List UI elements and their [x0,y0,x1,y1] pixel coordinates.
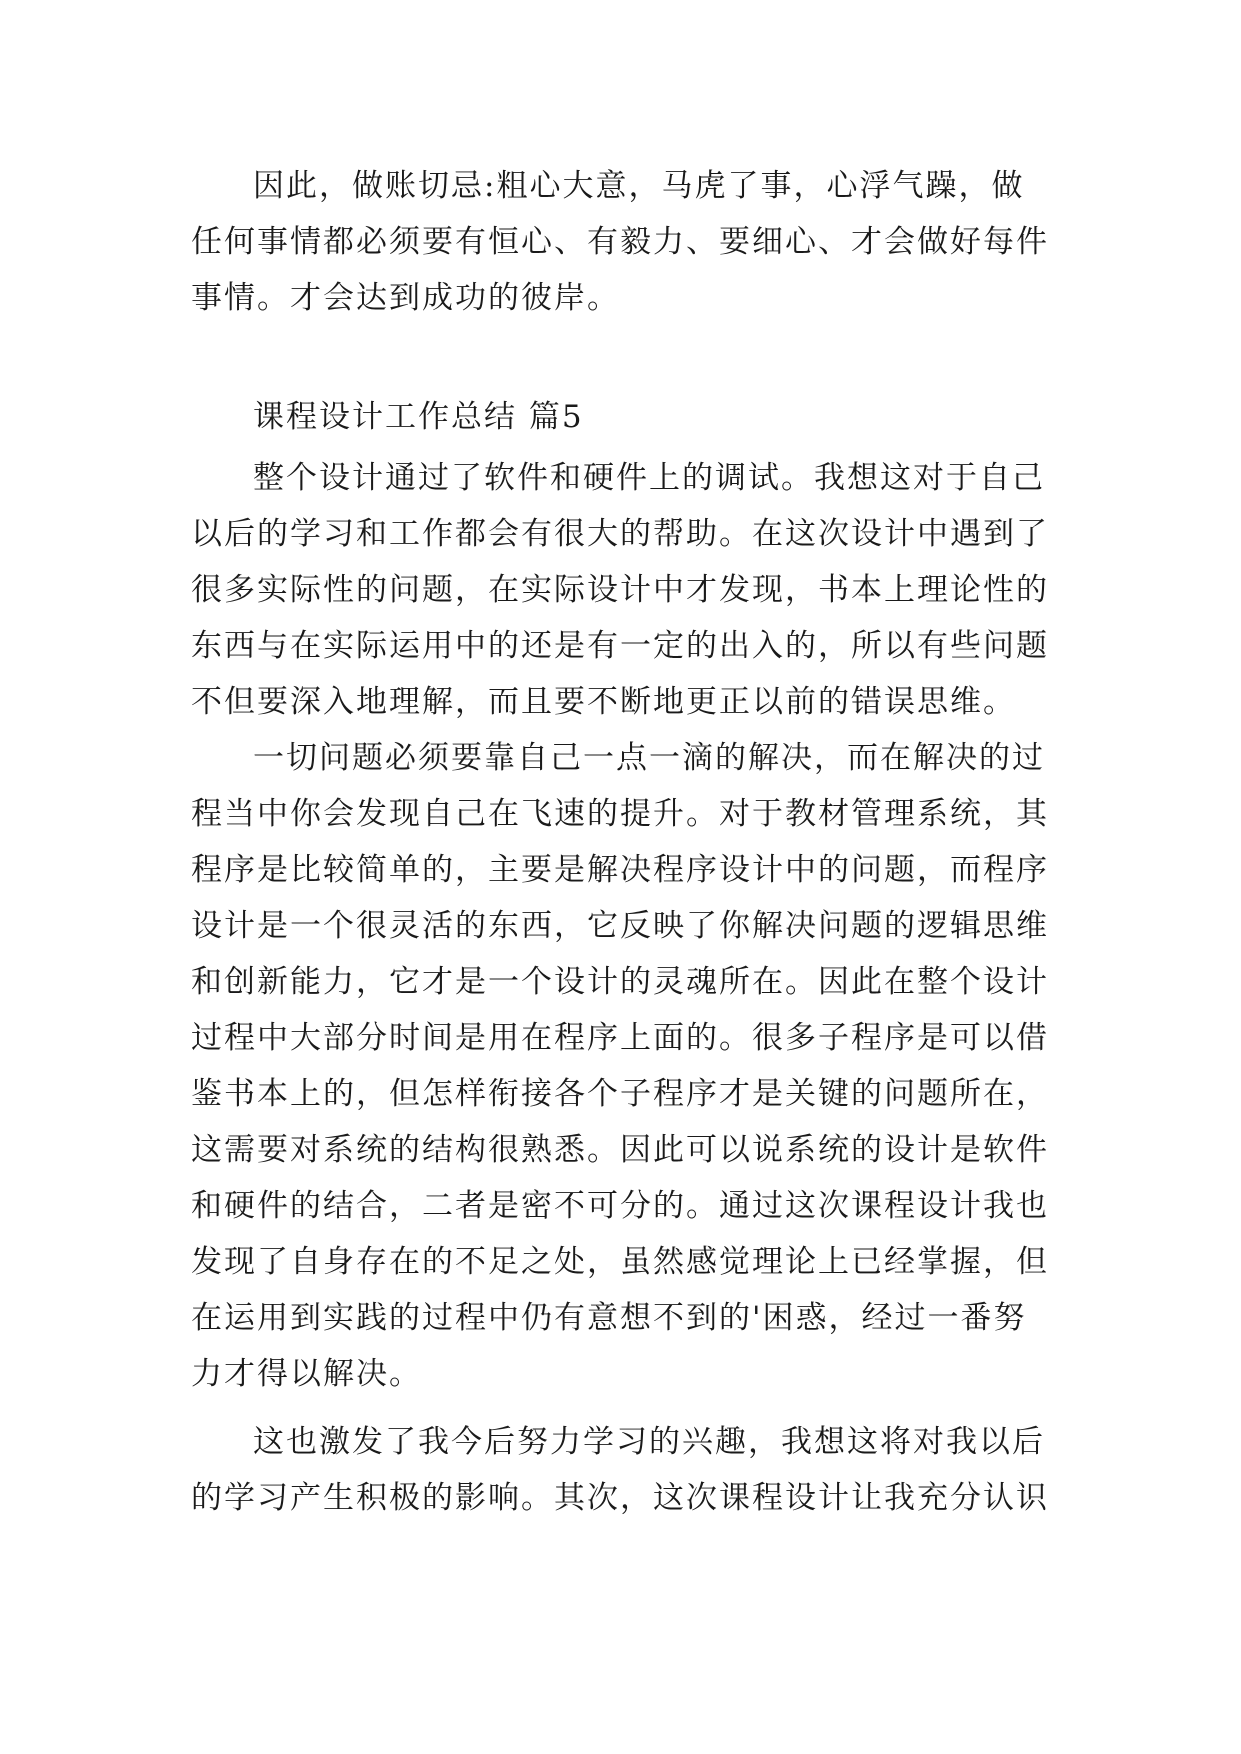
text-line: 一切问题必须要靠自己一点一滴的解决，而在解决的过 [253,740,1045,776]
text-line: 程序是比较简单的，主要是解决程序设计中的问题，而程序 [191,852,1049,888]
text-line: 整个设计通过了软件和硬件上的调试。我想这对于自己 [253,460,1045,496]
text-line: 任何事情都必须要有恒心、有毅力、要细心、才会做好每件 [191,224,1049,260]
text-line: 和创新能力，它才是一个设计的灵魂所在。因此在整个设计 [191,964,1049,1000]
section-heading: 课程设计工作总结 篇5 [253,399,584,435]
text-line: 这也激发了我今后努力学习的兴趣，我想这将对我以后 [253,1424,1045,1460]
text-line: 以后的学习和工作都会有很大的帮助。在这次设计中遇到了 [191,516,1049,552]
text-line: 过程中大部分时间是用在程序上面的。很多子程序是可以借 [191,1020,1049,1056]
text-line: 在运用到实践的过程中仍有意想不到的'困惑，经过一番努 [191,1300,1027,1336]
text-line: 发现了自身存在的不足之处，虽然感觉理论上已经掌握，但 [191,1244,1049,1280]
text-line: 的学习产生积极的影响。其次，这次课程设计让我充分认识 [191,1480,1049,1516]
text-line: 不但要深入地理解，而且要不断地更正以前的错误思维。 [191,684,1016,720]
text-line: 很多实际性的问题，在实际设计中才发现，书本上理论性的 [191,572,1049,608]
text-line: 设计是一个很灵活的东西，它反映了你解决问题的逻辑思维 [191,908,1049,944]
text-line: 东西与在实际运用中的还是有一定的出入的，所以有些问题 [191,628,1049,664]
text-line: 这需要对系统的结构很熟悉。因此可以说系统的设计是软件 [191,1132,1049,1168]
text-line: 事情。才会达到成功的彼岸。 [191,280,620,316]
text-line: 力才得以解决。 [191,1356,422,1392]
text-line: 程当中你会发现自己在飞速的提升。对于教材管理系统，其 [191,796,1049,832]
text-line: 因此，做账切忌:粗心大意，马虎了事，心浮气躁，做 [253,168,1025,204]
text-line: 和硬件的结合，二者是密不可分的。通过这次课程设计我也 [191,1188,1049,1224]
text-line: 鉴书本上的，但怎样衔接各个子程序才是关键的问题所在， [191,1076,1049,1112]
